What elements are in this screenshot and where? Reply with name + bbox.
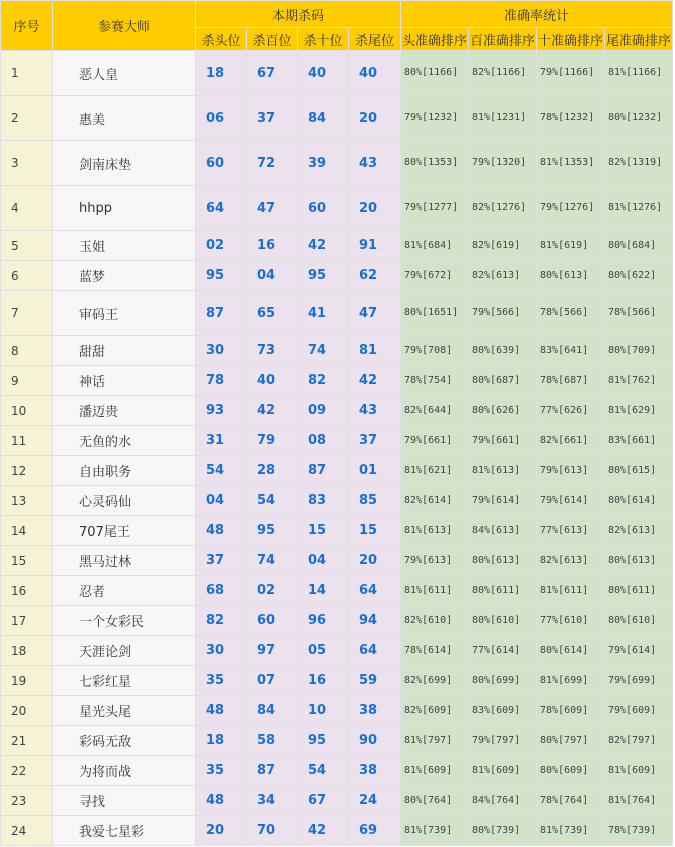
accuracy-stat: 79%[1232]	[401, 96, 469, 141]
kill-code: 95	[196, 261, 247, 291]
master-name: 一个女彩民	[53, 606, 196, 636]
kill-code: 84	[298, 96, 349, 141]
kill-code: 08	[298, 426, 349, 456]
accuracy-stat: 81%[609]	[401, 756, 469, 786]
kill-code: 37	[196, 546, 247, 576]
kill-code: 79	[247, 426, 298, 456]
kill-code: 70	[247, 816, 298, 846]
kill-code: 39	[298, 141, 349, 186]
accuracy-stat: 80%[609]	[537, 756, 605, 786]
kill-code: 40	[247, 366, 298, 396]
accuracy-stat: 82%[619]	[469, 231, 537, 261]
kill-code: 37	[349, 426, 401, 456]
row-index: 15	[1, 546, 53, 576]
header-stat-group: 准确率统计	[401, 1, 673, 28]
accuracy-stat: 79%[1166]	[537, 51, 605, 96]
kill-code: 59	[349, 666, 401, 696]
table-row	[1, 546, 673, 576]
master-name: 为将而战	[53, 756, 196, 786]
kill-code: 43	[349, 141, 401, 186]
kill-code: 87	[196, 291, 247, 336]
row-index: 8	[1, 336, 53, 366]
accuracy-stat: 78%[1232]	[537, 96, 605, 141]
kill-code: 35	[196, 666, 247, 696]
accuracy-stat: 81%[739]	[401, 816, 469, 846]
kill-code: 41	[298, 291, 349, 336]
accuracy-stat: 82%[610]	[401, 606, 469, 636]
accuracy-stat: 79%[661]	[401, 426, 469, 456]
accuracy-stat: 81%[613]	[401, 516, 469, 546]
kill-code: 18	[196, 726, 247, 756]
header-index: 序号	[1, 1, 53, 51]
accuracy-stat: 81%[684]	[401, 231, 469, 261]
kill-code: 16	[298, 666, 349, 696]
kill-code: 24	[349, 786, 401, 816]
header-kill-col: 杀十位	[298, 28, 349, 51]
row-index: 22	[1, 756, 53, 786]
kill-code: 47	[247, 186, 298, 231]
kill-code: 67	[247, 51, 298, 96]
accuracy-stat: 81%[797]	[401, 726, 469, 756]
accuracy-stat: 82%[699]	[401, 666, 469, 696]
master-name: hhpp	[53, 186, 196, 231]
accuracy-stat: 83%[609]	[469, 696, 537, 726]
header-master: 参赛大师	[53, 1, 196, 51]
accuracy-stat: 84%[613]	[469, 516, 537, 546]
accuracy-stat: 78%[614]	[401, 636, 469, 666]
accuracy-stat: 80%[1166]	[401, 51, 469, 96]
kill-code: 87	[247, 756, 298, 786]
row-index: 19	[1, 666, 53, 696]
kill-code: 20	[349, 186, 401, 231]
accuracy-stat: 82%[1319]	[605, 141, 673, 186]
accuracy-stat: 81%[611]	[537, 576, 605, 606]
kill-code: 95	[298, 726, 349, 756]
master-name: 黑马过林	[53, 546, 196, 576]
kill-code: 18	[196, 51, 247, 96]
accuracy-stat: 80%[611]	[605, 576, 673, 606]
master-name: 审码王	[53, 291, 196, 336]
accuracy-stat: 82%[614]	[401, 486, 469, 516]
kill-code: 42	[298, 816, 349, 846]
accuracy-stat: 77%[613]	[537, 516, 605, 546]
kill-code: 97	[247, 636, 298, 666]
row-index: 3	[1, 141, 53, 186]
row-index: 11	[1, 426, 53, 456]
accuracy-stat: 80%[615]	[605, 456, 673, 486]
accuracy-stat: 79%[699]	[605, 666, 673, 696]
kill-code: 35	[196, 756, 247, 786]
master-name: 潘迈贵	[53, 396, 196, 426]
kill-code: 30	[196, 636, 247, 666]
kill-code: 01	[349, 456, 401, 486]
accuracy-stat: 82%[1276]	[469, 186, 537, 231]
kill-code: 73	[247, 336, 298, 366]
accuracy-stat: 82%[613]	[469, 261, 537, 291]
kill-code: 09	[298, 396, 349, 426]
table-row	[1, 366, 673, 396]
kill-code: 60	[298, 186, 349, 231]
table-row	[1, 51, 673, 96]
accuracy-stat: 80%[613]	[605, 546, 673, 576]
table-row	[1, 516, 673, 546]
accuracy-stat: 81%[764]	[605, 786, 673, 816]
kill-code: 30	[196, 336, 247, 366]
row-index: 6	[1, 261, 53, 291]
table-row	[1, 696, 673, 726]
kill-code: 67	[298, 786, 349, 816]
master-name: 玉姐	[53, 231, 196, 261]
kill-code: 82	[196, 606, 247, 636]
accuracy-stat: 82%[797]	[605, 726, 673, 756]
accuracy-stat: 82%[644]	[401, 396, 469, 426]
kill-code: 54	[298, 756, 349, 786]
accuracy-stat: 80%[610]	[605, 606, 673, 636]
kill-code: 40	[298, 51, 349, 96]
kill-code: 85	[349, 486, 401, 516]
kill-code: 34	[247, 786, 298, 816]
master-name: 剑南床垫	[53, 141, 196, 186]
kill-code: 64	[196, 186, 247, 231]
kill-code: 62	[349, 261, 401, 291]
table-row	[1, 396, 673, 426]
accuracy-stat: 77%[614]	[469, 636, 537, 666]
kill-code: 20	[196, 816, 247, 846]
kill-code: 37	[247, 96, 298, 141]
kill-code: 64	[349, 576, 401, 606]
accuracy-stat: 82%[609]	[401, 696, 469, 726]
master-name: 寻找	[53, 786, 196, 816]
accuracy-stat: 81%[699]	[537, 666, 605, 696]
header-kill-col: 杀尾位	[349, 28, 401, 51]
table-row	[1, 816, 673, 846]
kill-code: 14	[298, 576, 349, 606]
row-index: 9	[1, 366, 53, 396]
master-name: 心灵码仙	[53, 486, 196, 516]
kill-code: 40	[349, 51, 401, 96]
table-header	[1, 1, 673, 51]
accuracy-stat: 79%[613]	[537, 456, 605, 486]
accuracy-stat: 79%[613]	[401, 546, 469, 576]
kill-code: 58	[247, 726, 298, 756]
accuracy-stat: 78%[566]	[605, 291, 673, 336]
kill-code: 64	[349, 636, 401, 666]
table-row	[1, 336, 673, 366]
row-index: 4	[1, 186, 53, 231]
table-row	[1, 141, 673, 186]
table-row	[1, 576, 673, 606]
master-name: 惠美	[53, 96, 196, 141]
accuracy-stat: 80%[1232]	[605, 96, 673, 141]
table-row	[1, 606, 673, 636]
accuracy-stat: 79%[614]	[605, 636, 673, 666]
accuracy-stat: 82%[661]	[537, 426, 605, 456]
kill-code: 91	[349, 231, 401, 261]
kill-code: 48	[196, 696, 247, 726]
master-name: 彩码无敌	[53, 726, 196, 756]
accuracy-stat: 81%[762]	[605, 366, 673, 396]
kill-code: 04	[196, 486, 247, 516]
header-stat-col: 百准确排序	[469, 28, 537, 51]
row-index: 1	[1, 51, 53, 96]
accuracy-stat: 80%[699]	[469, 666, 537, 696]
row-index: 13	[1, 486, 53, 516]
table-row	[1, 456, 673, 486]
accuracy-stat: 79%[614]	[469, 486, 537, 516]
kill-code: 42	[298, 231, 349, 261]
row-index: 16	[1, 576, 53, 606]
accuracy-stat: 78%[754]	[401, 366, 469, 396]
row-index: 12	[1, 456, 53, 486]
header-kill-group: 本期杀码	[196, 1, 401, 28]
header-stat-col: 头准确排序	[401, 28, 469, 51]
master-name: 707尾王	[53, 516, 196, 546]
accuracy-stat: 81%[1166]	[605, 51, 673, 96]
accuracy-stat: 80%[613]	[469, 546, 537, 576]
table-row	[1, 726, 673, 756]
accuracy-stat: 78%[566]	[537, 291, 605, 336]
accuracy-stat: 79%[566]	[469, 291, 537, 336]
accuracy-stat: 78%[687]	[537, 366, 605, 396]
accuracy-stat: 81%[1231]	[469, 96, 537, 141]
master-name: 自由职务	[53, 456, 196, 486]
accuracy-stat: 81%[621]	[401, 456, 469, 486]
kill-code: 68	[196, 576, 247, 606]
accuracy-stat: 81%[611]	[401, 576, 469, 606]
accuracy-stat: 79%[708]	[401, 336, 469, 366]
kill-code: 02	[196, 231, 247, 261]
kill-code: 31	[196, 426, 247, 456]
row-index: 2	[1, 96, 53, 141]
table-body	[1, 51, 673, 846]
accuracy-stat: 79%[614]	[537, 486, 605, 516]
accuracy-stat: 84%[764]	[469, 786, 537, 816]
accuracy-stat: 81%[609]	[469, 756, 537, 786]
kill-code: 15	[298, 516, 349, 546]
row-index: 20	[1, 696, 53, 726]
accuracy-stat: 79%[609]	[605, 696, 673, 726]
kill-code: 05	[298, 636, 349, 666]
kill-code: 60	[247, 606, 298, 636]
kill-code: 60	[196, 141, 247, 186]
kill-code: 95	[298, 261, 349, 291]
kill-code: 48	[196, 786, 247, 816]
kill-code: 84	[247, 696, 298, 726]
accuracy-stat: 80%[1353]	[401, 141, 469, 186]
kill-code: 16	[247, 231, 298, 261]
accuracy-stat: 81%[613]	[469, 456, 537, 486]
table-row	[1, 186, 673, 231]
kill-code: 04	[247, 261, 298, 291]
accuracy-stat: 79%[1277]	[401, 186, 469, 231]
accuracy-stat: 79%[672]	[401, 261, 469, 291]
accuracy-stat: 80%[613]	[537, 261, 605, 291]
accuracy-stat: 80%[709]	[605, 336, 673, 366]
row-index: 23	[1, 786, 53, 816]
accuracy-stat: 80%[1651]	[401, 291, 469, 336]
row-index: 14	[1, 516, 53, 546]
kill-code: 74	[247, 546, 298, 576]
accuracy-stat: 80%[614]	[537, 636, 605, 666]
kill-code: 02	[247, 576, 298, 606]
row-index: 7	[1, 291, 53, 336]
kill-code: 42	[247, 396, 298, 426]
accuracy-stat: 82%[613]	[537, 546, 605, 576]
master-name: 甜甜	[53, 336, 196, 366]
kill-code: 06	[196, 96, 247, 141]
kill-code: 10	[298, 696, 349, 726]
kill-code: 54	[247, 486, 298, 516]
master-name: 神话	[53, 366, 196, 396]
accuracy-stat: 82%[613]	[605, 516, 673, 546]
master-name: 忍者	[53, 576, 196, 606]
master-name: 七彩红星	[53, 666, 196, 696]
kill-code: 15	[349, 516, 401, 546]
accuracy-stat: 81%[1353]	[537, 141, 605, 186]
table-row	[1, 786, 673, 816]
accuracy-stat: 81%[619]	[537, 231, 605, 261]
kill-code: 38	[349, 696, 401, 726]
row-index: 10	[1, 396, 53, 426]
accuracy-stat: 77%[626]	[537, 396, 605, 426]
kill-code: 72	[247, 141, 298, 186]
table-row	[1, 756, 673, 786]
kill-code: 90	[349, 726, 401, 756]
table-row	[1, 291, 673, 336]
row-index: 5	[1, 231, 53, 261]
master-name: 我爱七星彩	[53, 816, 196, 846]
accuracy-stat: 78%[609]	[537, 696, 605, 726]
accuracy-stat: 80%[611]	[469, 576, 537, 606]
accuracy-stat: 81%[609]	[605, 756, 673, 786]
accuracy-stat: 82%[1166]	[469, 51, 537, 96]
kill-code: 82	[298, 366, 349, 396]
header-stat-col: 十准确排序	[537, 28, 605, 51]
kill-code: 28	[247, 456, 298, 486]
header-kill-col: 杀百位	[247, 28, 298, 51]
row-index: 18	[1, 636, 53, 666]
accuracy-stat: 79%[661]	[469, 426, 537, 456]
kill-code: 54	[196, 456, 247, 486]
kill-code: 47	[349, 291, 401, 336]
kill-code: 48	[196, 516, 247, 546]
kill-code: 87	[298, 456, 349, 486]
kill-code: 42	[349, 366, 401, 396]
accuracy-stat: 78%[739]	[605, 816, 673, 846]
accuracy-stat: 80%[610]	[469, 606, 537, 636]
table-row	[1, 426, 673, 456]
accuracy-stat: 83%[641]	[537, 336, 605, 366]
accuracy-stat: 80%[626]	[469, 396, 537, 426]
table-row	[1, 96, 673, 141]
kill-code: 07	[247, 666, 298, 696]
accuracy-stat: 77%[610]	[537, 606, 605, 636]
accuracy-stat: 80%[684]	[605, 231, 673, 261]
accuracy-stat: 80%[687]	[469, 366, 537, 396]
accuracy-stat: 80%[622]	[605, 261, 673, 291]
kill-code: 65	[247, 291, 298, 336]
kill-code: 20	[349, 546, 401, 576]
master-name: 恶人皇	[53, 51, 196, 96]
accuracy-stat: 78%[764]	[537, 786, 605, 816]
table-row	[1, 636, 673, 666]
master-name: 星光头尾	[53, 696, 196, 726]
accuracy-stat: 79%[1276]	[537, 186, 605, 231]
kill-code: 95	[247, 516, 298, 546]
accuracy-stat: 83%[661]	[605, 426, 673, 456]
master-name: 无鱼的水	[53, 426, 196, 456]
kill-code: 43	[349, 396, 401, 426]
kill-code: 04	[298, 546, 349, 576]
kill-code: 93	[196, 396, 247, 426]
accuracy-stat: 79%[797]	[469, 726, 537, 756]
accuracy-stat: 80%[639]	[469, 336, 537, 366]
master-name: 蓝梦	[53, 261, 196, 291]
accuracy-stat: 81%[739]	[537, 816, 605, 846]
accuracy-stat: 81%[1276]	[605, 186, 673, 231]
row-index: 24	[1, 816, 53, 846]
kill-code: 96	[298, 606, 349, 636]
kill-code: 20	[349, 96, 401, 141]
kill-code: 74	[298, 336, 349, 366]
header-stat-col: 尾准确排序	[605, 28, 673, 51]
table-row	[1, 666, 673, 696]
master-name: 天涯论剑	[53, 636, 196, 666]
accuracy-stat: 80%[764]	[401, 786, 469, 816]
kill-code: 81	[349, 336, 401, 366]
table-row	[1, 486, 673, 516]
header-kill-col: 杀头位	[196, 28, 247, 51]
accuracy-stat: 81%[629]	[605, 396, 673, 426]
row-index: 21	[1, 726, 53, 756]
kill-code: 69	[349, 816, 401, 846]
kill-code: 83	[298, 486, 349, 516]
accuracy-stat: 80%[739]	[469, 816, 537, 846]
kill-code: 94	[349, 606, 401, 636]
table-row	[1, 231, 673, 261]
accuracy-stat: 80%[797]	[537, 726, 605, 756]
accuracy-stat: 79%[1320]	[469, 141, 537, 186]
accuracy-stat: 80%[614]	[605, 486, 673, 516]
kill-code: 78	[196, 366, 247, 396]
table-row	[1, 261, 673, 291]
row-index: 17	[1, 606, 53, 636]
kill-code: 38	[349, 756, 401, 786]
